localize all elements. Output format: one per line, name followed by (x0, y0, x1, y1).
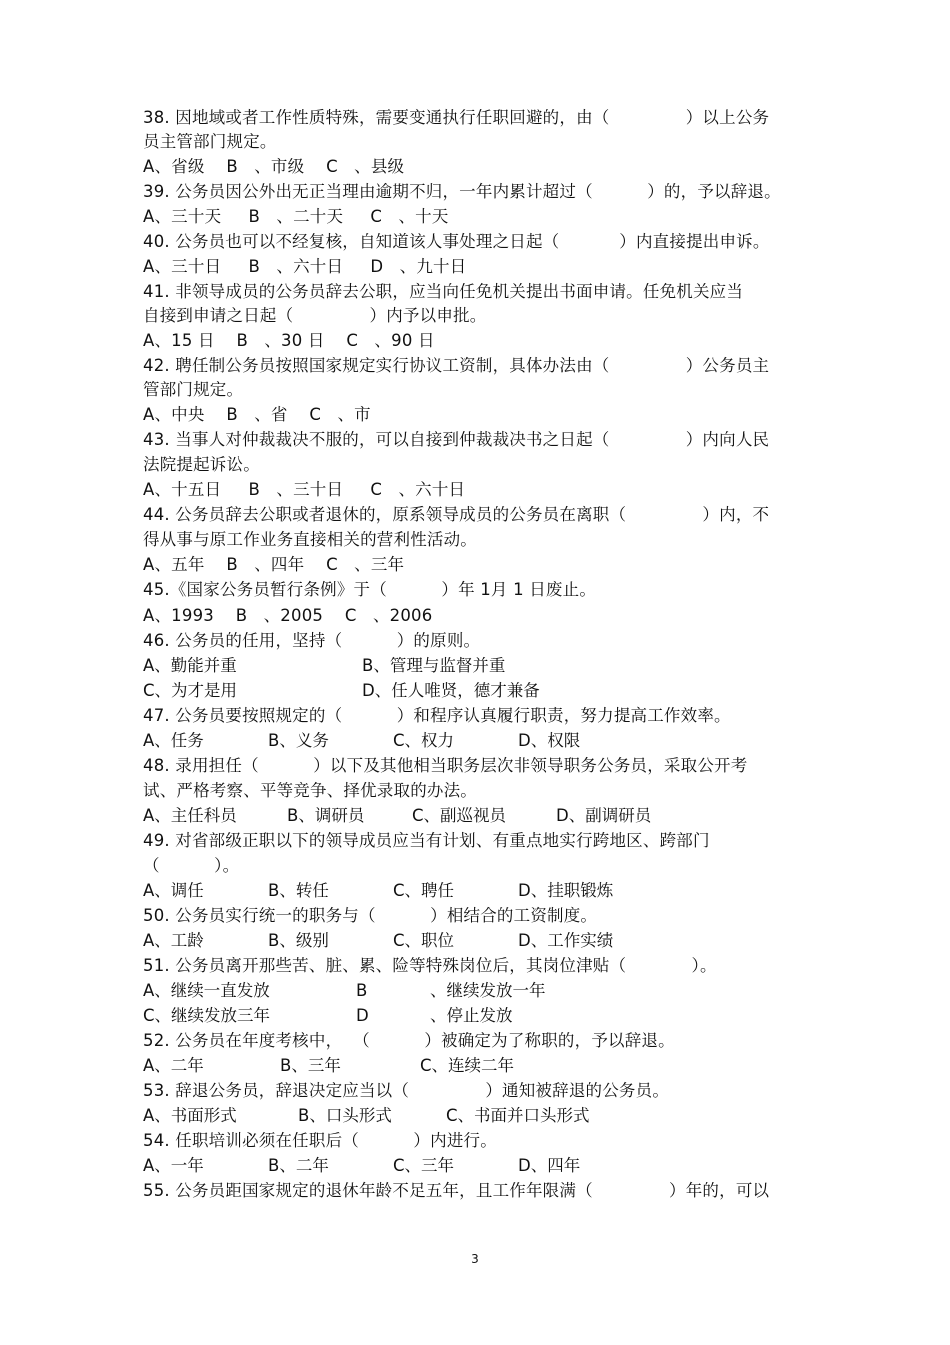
question-text-line: 38. 因地域或者工作性质特殊，需要变通执行任职回避的，由（ ）以上公务 (143, 108, 770, 127)
question-text-line: 法院提起诉讼。 (143, 455, 260, 474)
answer-option: C、为才是用 (143, 681, 238, 700)
answer-option: C、书面并口头形式 (446, 1106, 590, 1125)
question-text-line: A、五年 B 、四年 C 、三年 (143, 555, 405, 574)
answer-option: A、一年 (143, 1156, 204, 1175)
answer-option: A、勤能并重 (143, 656, 237, 675)
answer-option: B、级别 (268, 931, 329, 950)
answer-option: A、任务 (143, 731, 204, 750)
answer-option: B、三年 (280, 1056, 341, 1075)
answer-option: D、挂职锻炼 (518, 881, 614, 900)
answer-option: A、书面形式 (143, 1106, 237, 1125)
answer-option: B、管理与监督并重 (362, 656, 506, 675)
question-text-line: 41. 非领导成员的公务员辞去公职，应当向任免机关提出书面申请。任免机关应当 (143, 282, 744, 301)
answer-option: D、工作实绩 (518, 931, 614, 950)
question-text-line: 自接到申请之日起（ ）内予以申批。 (143, 306, 487, 325)
answer-option: A、调任 (143, 881, 204, 900)
answer-option: B、转任 (268, 881, 329, 900)
answer-option: D、权限 (518, 731, 581, 750)
question-text-line: 52. 公务员在年度考核中， （ ）被确定为了称职的，予以辞退。 (143, 1031, 675, 1050)
answer-option: D、四年 (518, 1156, 581, 1175)
question-text-line: 39. 公务员因公外出无正当理由逾期不归，一年内累计超过（ ）的，予以辞退。 (143, 182, 781, 201)
answer-option: C、副巡视员 (412, 806, 507, 825)
answer-option: D、任人唯贤，德才兼备 (362, 681, 540, 700)
answer-option: C、三年 (393, 1156, 455, 1175)
question-text-line: 42. 聘任制公务员按照国家规定实行协议工资制，具体办法由（ ）公务员主 (143, 356, 770, 375)
question-text-line: 员主管部门规定。 (143, 132, 277, 151)
answer-option: D (356, 1006, 369, 1025)
answer-option: A、工龄 (143, 931, 204, 950)
answer-option: B、调研员 (287, 806, 365, 825)
question-text-line: 47. 公务员要按照规定的（ ）和程序认真履行职责，努力提高工作效率。 (143, 706, 731, 725)
question-text-line: 46. 公务员的任用，坚持（ ）的原则。 (143, 631, 481, 650)
answer-option: C、继续发放三年 (143, 1006, 271, 1025)
answer-option: C、权力 (393, 731, 455, 750)
answer-option: 、继续发放一年 (430, 981, 546, 1000)
answer-option: B、义务 (268, 731, 329, 750)
question-text-line: A、15 日 B 、30 日 C 、90 日 (143, 331, 435, 350)
question-text-line: 50. 公务员实行统一的职务与（ ）相结合的工资制度。 (143, 906, 598, 925)
question-text-line: 53. 辞退公务员，辞退决定应当以（ ）通知被辞退的公务员。 (143, 1081, 670, 1100)
question-text-line: （ ）。 (143, 856, 240, 875)
question-text-line: 49. 对省部级正职以下的领导成员应当有计划、有重点地实行跨地区、跨部门 (143, 831, 710, 850)
question-text-line: 48. 录用担任（ ）以下及其他相当职务层次非领导职务公务员，采取公开考 (143, 756, 748, 775)
question-text-line: 51. 公务员离开那些苦、脏、累、险等特殊岗位后，其岗位津贴（ ）。 (143, 956, 717, 975)
answer-option: B、口头形式 (298, 1106, 392, 1125)
question-text-line: 管部门规定。 (143, 380, 244, 399)
answer-option: B、二年 (268, 1156, 329, 1175)
question-text-line: 55. 公务员距国家规定的退休年龄不足五年，且工作年限满（ ）年的，可以 (143, 1181, 770, 1200)
answer-option: A、主任科员 (143, 806, 237, 825)
answer-option: C、职位 (393, 931, 455, 950)
question-text-line: 得从事与原工作业务直接相关的营利性活动。 (143, 530, 477, 549)
question-text-line: A、省级 B 、市级 C 、县级 (143, 157, 405, 176)
question-text-line: 试、严格考察、平等竞争、择优录取的办法。 (143, 781, 477, 800)
question-text-line: A、三十天 B 、二十天 C 、十天 (143, 207, 449, 226)
question-text-line: A、十五日 B 、三十日 C 、六十日 (143, 480, 466, 499)
answer-option: A、二年 (143, 1056, 204, 1075)
answer-option: 、停止发放 (430, 1006, 513, 1025)
question-text-line: 40. 公务员也可以不经复核，自知道该人事处理之日起（ ）内直接提出申诉。 (143, 232, 770, 251)
question-text-line: A、三十日 B 、六十日 D 、九十日 (143, 257, 467, 276)
question-text-line: A、1993 B 、2005 C 、2006 (143, 606, 433, 625)
page-number: 3 (471, 1252, 479, 1266)
question-text-line: 43. 当事人对仲裁裁决不服的，可以自接到仲裁裁决书之日起（ ）内向人民 (143, 430, 770, 449)
answer-option: C、聘任 (393, 881, 455, 900)
answer-option: B (356, 981, 368, 1000)
answer-option: D、副调研员 (556, 806, 652, 825)
question-text-line: 54. 任职培训必须在任职后（ ）内进行。 (143, 1131, 497, 1150)
question-text-line: 44. 公务员辞去公职或者退休的，原系领导成员的公务员在离职（ ）内，不 (143, 505, 770, 524)
question-text-line: A、中央 B 、省 C 、市 (143, 405, 371, 424)
question-text-line: 45.《国家公务员暂行条例》于（ ）年 1月 1 日废止。 (143, 580, 597, 599)
answer-option: C、连续二年 (420, 1056, 515, 1075)
answer-option: A、继续一直发放 (143, 981, 270, 1000)
